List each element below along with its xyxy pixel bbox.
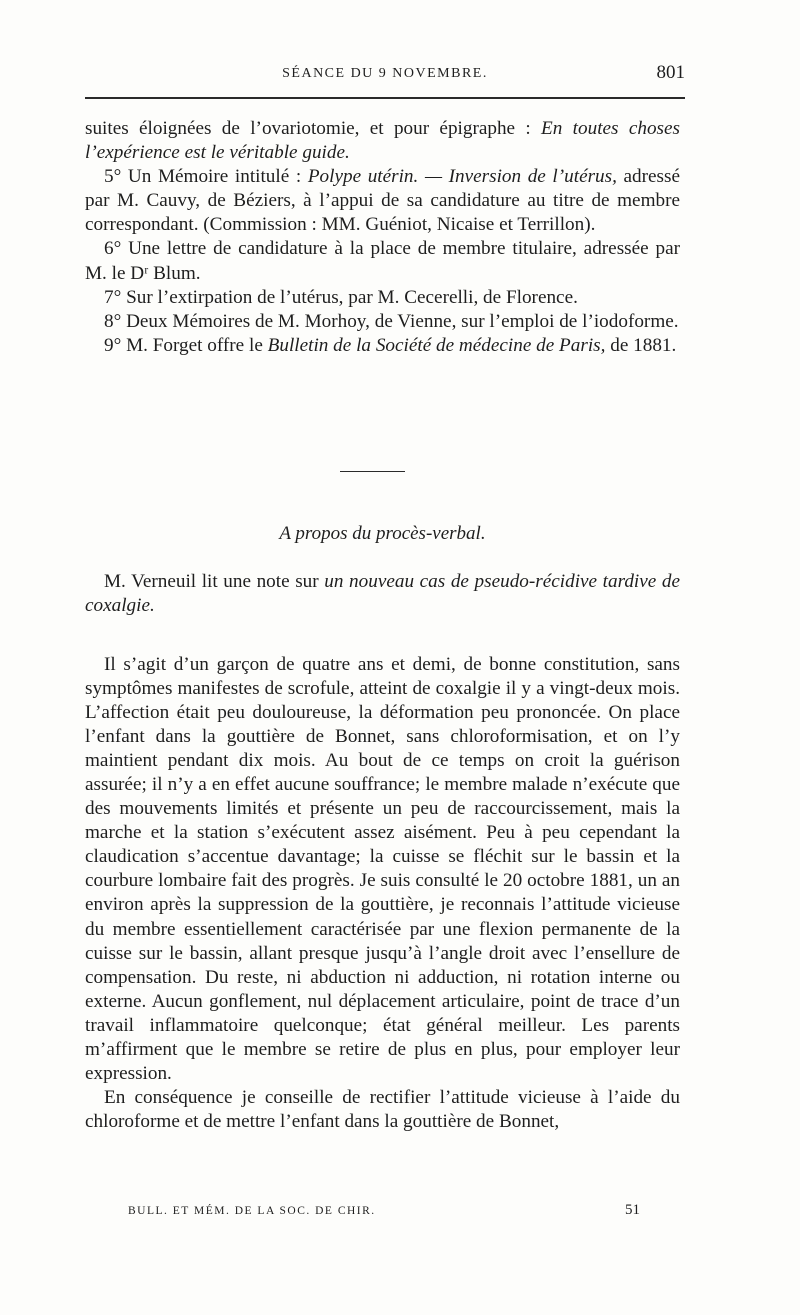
text-span: 5° Un Mémoire intitulé : bbox=[104, 166, 308, 188]
footer-journal: BULL. ET MÉM. DE LA SOC. DE CHIR. bbox=[128, 1205, 376, 1217]
section-intro bbox=[85, 570, 680, 618]
text-span: 9° M. Forget offre le bbox=[104, 334, 268, 356]
item-9 bbox=[85, 334, 680, 358]
note-title: un nouveau cas de pseudo-récidive tardive de coxalgie. bbox=[85, 571, 680, 617]
item-8: 8° Deux Mémoires de M. Morhoy, de Vienne, sur l’emploi de l’iodoforme. bbox=[104, 310, 679, 332]
intro-paragraph bbox=[85, 570, 680, 618]
running-head bbox=[85, 62, 685, 90]
correspondence-list bbox=[85, 117, 680, 358]
case-paragraph: Il s’agit d’un garçon de quatre ans et demi, de bonne constitution, sans symptômes manifestes de scrofule, atteint de coxalgie il y a vingt-deux mois. L’affection était peu douloureuse, la déformation peu prononcée. On place l’enfant dans la gouttière de Bonnet, sans chloroformisation, et on l’y maintient pendant dix mois. Au bout de ce temps on croit la guérison assurée; il n’y a en effet aucune souffrance; le membre malade n’exécute que des mouvements limités et présente un peu de raccourcissement, mais la marche et la station s’exécutent assez aisément. Peu à peu cependant la claudication s’accentue davantage; la cuisse se fléchit sur le bassin et la courbure lombaire fait des progrès. Je suis consulté le 20 octobre 1881, un an environ après la suppression de la gouttière, je reconnais l’attitude vicieuse du membre essentiellement caractérisée par une flexion permanente de la cuisse sur le bassin, allant presque jusqu’à l’angle droit avec l’ensellure de compensation. Du reste, ni abduction ni adduction, ni rotation interne ou externe. Aucun gonflement, nul déplacement articulaire, point de trace d’un travail inflammatoire quelconque; état général meilleur. Les parents m’affirment que le membre se retire de plus en plus, pour employer leur expression. bbox=[85, 654, 680, 1084]
memoir-title: Polype utérin. — Inversion de l’utérus, bbox=[307, 166, 617, 188]
running-title: SÉANCE DU 9 NOVEMBRE. bbox=[282, 66, 488, 81]
item-7: 7° Sur l’extirpation de l’utérus, par M. Cecerelli, de Florence. bbox=[104, 286, 578, 308]
item-5 bbox=[85, 165, 680, 237]
page-number: 801 bbox=[656, 62, 685, 83]
page-footer bbox=[128, 1202, 640, 1224]
main-text bbox=[85, 653, 680, 1134]
bulletin-title: Bulletin de la Société de médecine de Paris, bbox=[267, 334, 606, 356]
text-span: M. Verneuil lit une note sur bbox=[104, 571, 325, 592]
text-span: de 1881. bbox=[605, 334, 677, 356]
text-span: suites éloignées de l’ovariotomie, et pour épigraphe : bbox=[85, 118, 542, 139]
header-rule bbox=[85, 97, 685, 99]
epigraph: En toutes choses l’expérience est le véritable guide. bbox=[85, 118, 680, 164]
signature-number: 51 bbox=[625, 1202, 640, 1218]
section-title: A propos du procès-verbal. bbox=[279, 523, 486, 544]
consequence-paragraph: En conséquence je conseille de rectifier l’attitude vicieuse à l’aide du chloroforme et de mettre l’enfant dans la gouttière de Bonnet, bbox=[85, 1086, 680, 1132]
text-span: adressé par M. Cauvy, de Béziers, à l’appui de sa candidature au titre de membre correspondant. (Commission : MM. Guéniot, Nicaise et Terrillon). bbox=[85, 166, 681, 236]
section-divider bbox=[340, 471, 405, 472]
paragraph-ovariotomy bbox=[85, 117, 680, 165]
item-6: 6° Une lettre de candidature à la place de membre titulaire, adressée par M. le Dʳ Blum. bbox=[85, 238, 680, 284]
